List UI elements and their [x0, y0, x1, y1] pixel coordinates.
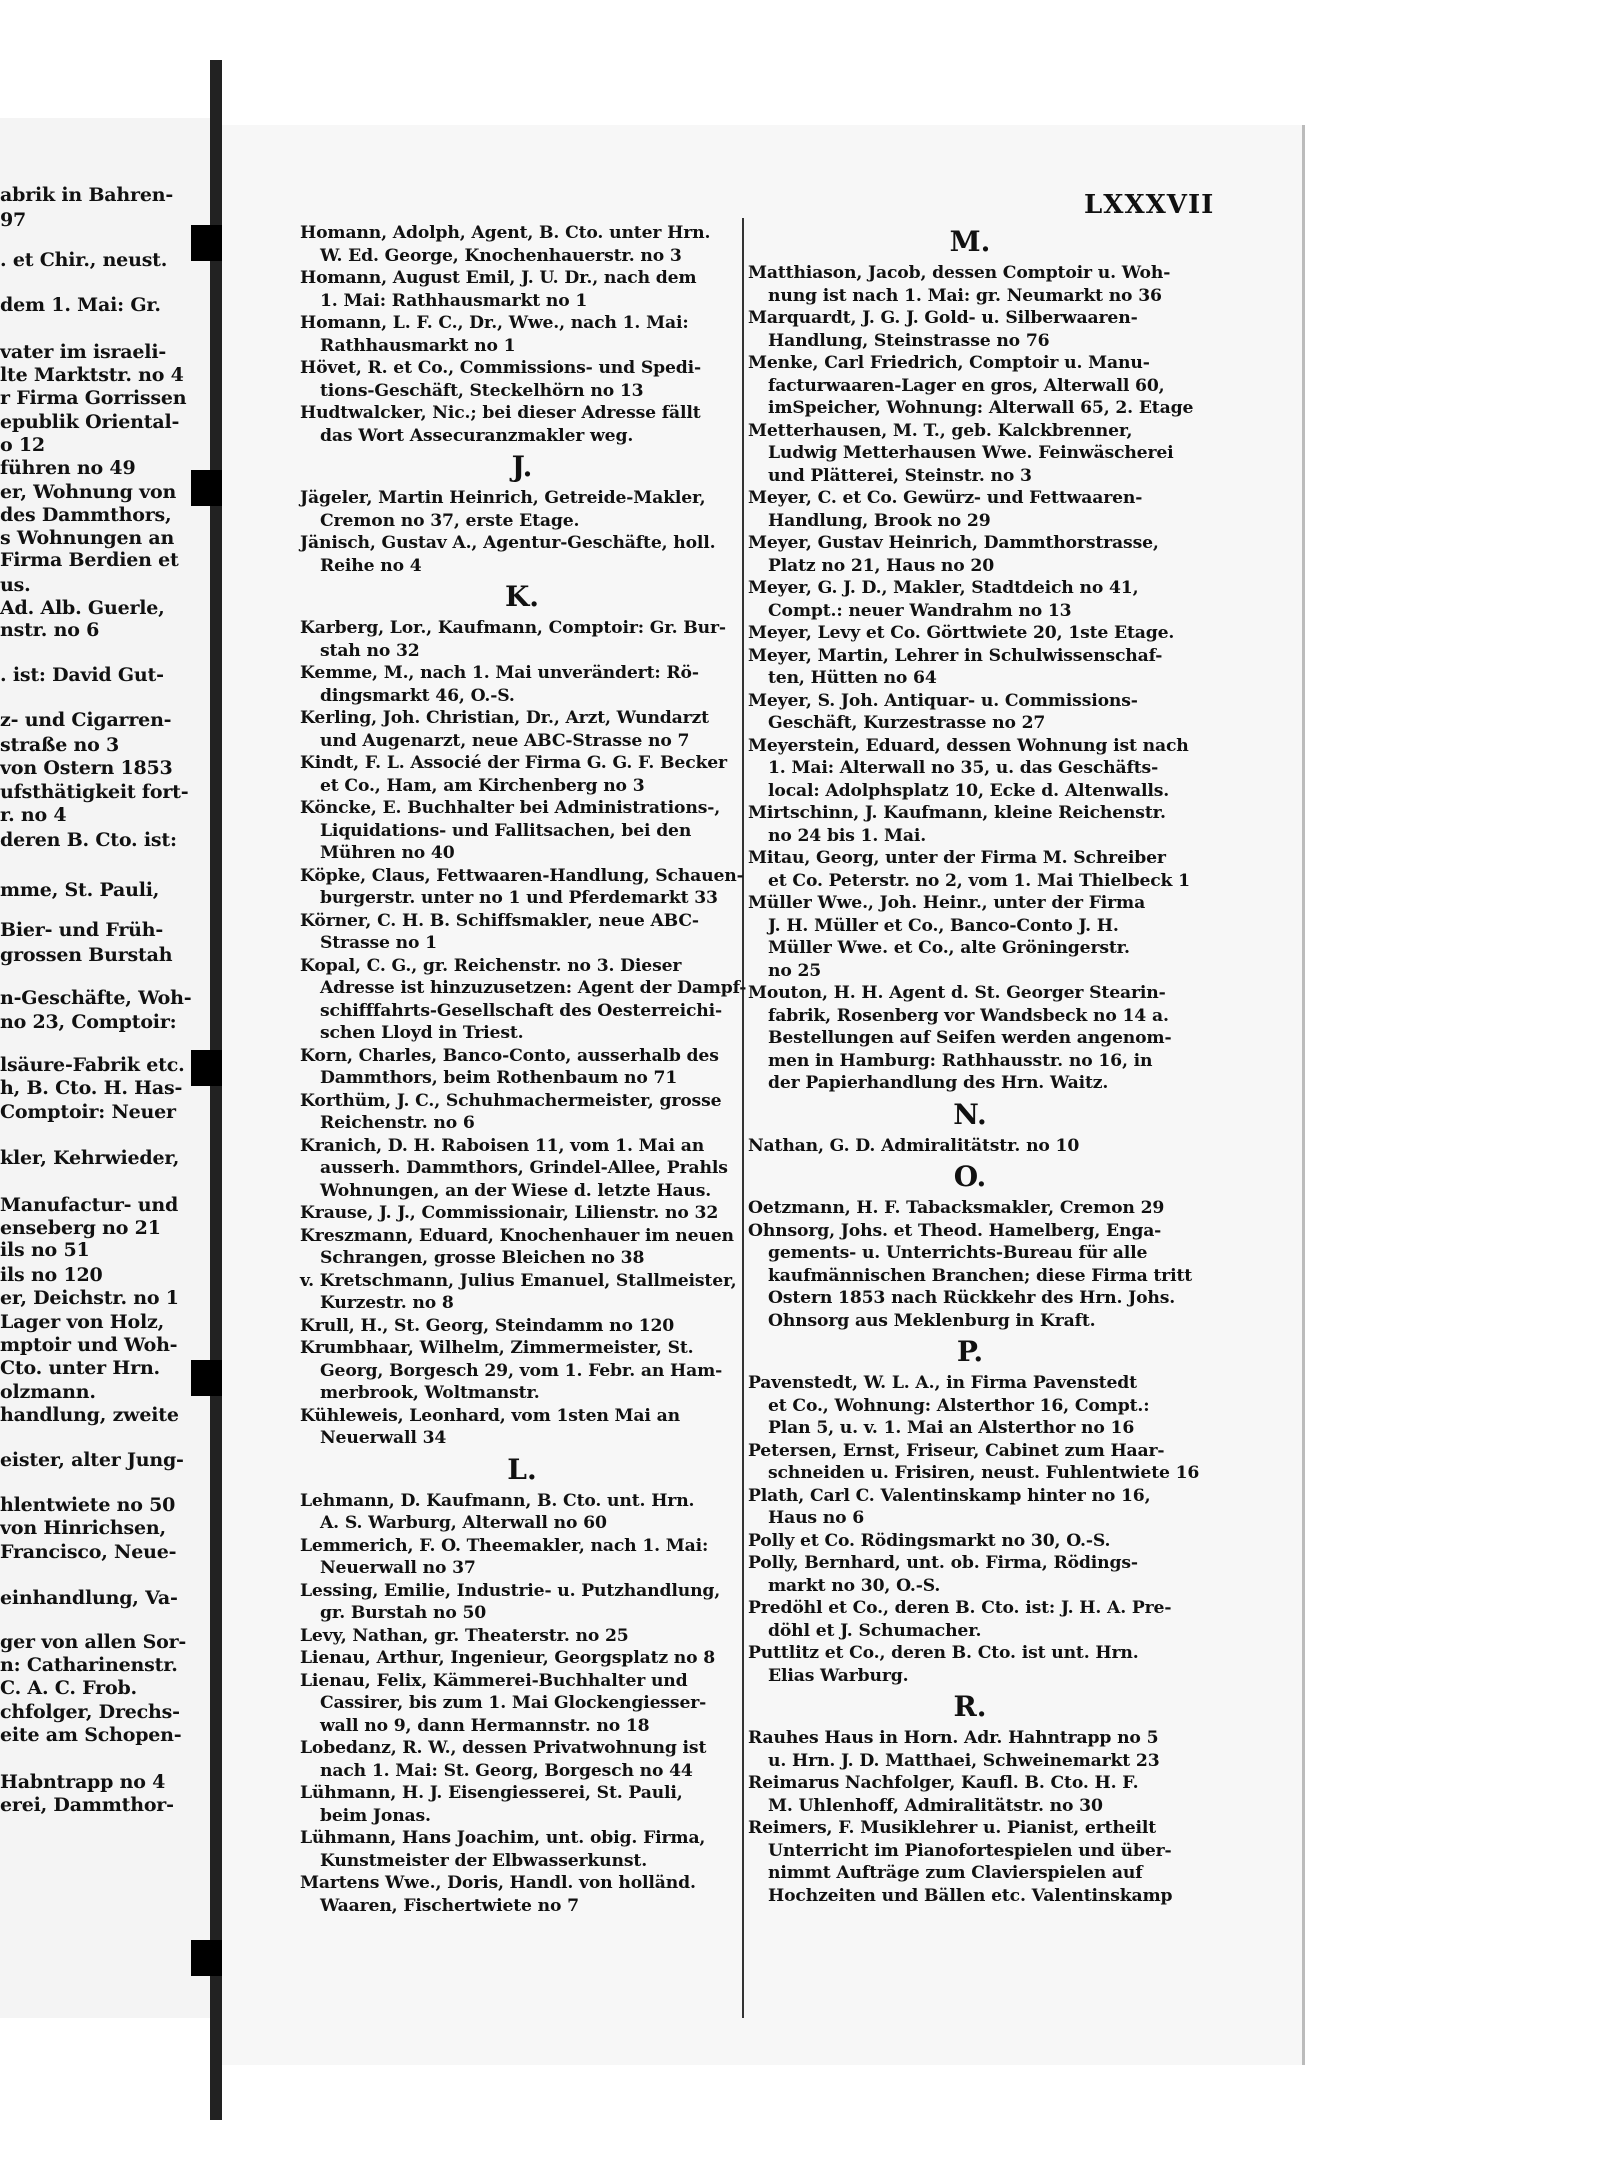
directory-entry: [748, 487, 1192, 532]
directory-entry: [748, 690, 1192, 735]
entry-name-line: Lühmann, H. J. Eisengiesserei, St. Pauli,: [300, 1783, 683, 1803]
entry-name-line: Mitau, Georg, unter der Firma M. Schreiber: [748, 848, 1166, 868]
entry-name-line: Polly et Co. Rödingsmarkt no 30, O.-S.: [748, 1530, 1111, 1551]
entry-continuation-line: Reichenstr. no 6: [320, 1113, 475, 1133]
entry-continuation-line: gr. Burstah no 50: [320, 1603, 487, 1623]
entry-continuation-line: facturwaaren-Lager en gros, Alterwall 60,: [768, 375, 1165, 396]
previous-page-line: r. no 4: [0, 804, 67, 826]
entry-name-line: Kindt, F. L. Associé der Firma G. G. F. Becker: [300, 753, 727, 773]
entry-continuation-line: nung ist nach 1. Mai: gr. Neumarkt no 36: [768, 285, 1162, 306]
entry-continuation-line: J. H. Müller et Co., Banco-Conto J. H.: [768, 915, 1119, 936]
entry-continuation-line: et Co., Wohnung: Alsterthor 16, Compt.:: [768, 1395, 1150, 1416]
previous-page-line: lsäure-Fabrik etc.: [0, 1054, 185, 1076]
previous-page-line: Cto. unter Hrn.: [0, 1357, 160, 1379]
entry-name-line: Matthiason, Jacob, dessen Comptoir u. Woh-: [748, 263, 1171, 283]
previous-page-line: von Hinrichsen,: [0, 1517, 166, 1539]
directory-entry: [748, 1135, 1192, 1158]
previous-page-strip: [0, 118, 210, 2018]
directory-entry: [300, 1872, 744, 1917]
previous-page-line: olzmann.: [0, 1381, 96, 1403]
entry-name-line: Köpke, Claus, Fettwaaren-Handlung, Schauen-: [300, 865, 744, 886]
right-column: [748, 222, 1200, 1907]
entry-name-line: Mouton, H. H. Agent d. St. Georger Stearin-: [748, 983, 1166, 1003]
entry-name-line: Lienau, Arthur, Ingenieur, Georgsplatz no 8: [300, 1648, 716, 1668]
previous-page-line: ils no 51: [0, 1239, 90, 1261]
entry-name-line: Rauhes Haus in Horn. Adr. Hahntrapp no 5: [748, 1728, 1159, 1748]
entry-name-line: Predöhl et Co., deren B. Cto. ist: J. H. A. Pre-: [748, 1598, 1172, 1618]
directory-entry: [748, 577, 1192, 622]
directory-entry: [300, 752, 744, 797]
entry-name-line: Karberg, Lor., Kaufmann, Comptoir: Gr. Bur-: [300, 618, 726, 638]
previous-page-line: einhandlung, Va-: [0, 1587, 178, 1609]
entry-name-line: Oetzmann, H. F. Tabacksmakler, Cremon 29: [748, 1198, 1165, 1218]
entry-name-line: Meyer, G. J. D., Makler, Stadtdeich no 41,: [748, 578, 1139, 598]
entry-continuation-line: 1. Mai: Rathhausmarkt no 1: [320, 290, 588, 311]
entry-continuation-line: Ohnsorg aus Meklenburg in Kraft.: [768, 1310, 1096, 1331]
directory-entry: [300, 487, 744, 532]
directory-entry: [300, 1490, 744, 1535]
entry-name-line: Kreszmann, Eduard, Knochenhauer im neuen: [300, 1225, 734, 1246]
entry-continuation-line: no 24 bis 1. Mai.: [768, 825, 927, 846]
entry-name-line: Jänisch, Gustav A., Agentur-Geschäfte, holl.: [300, 533, 716, 553]
entry-name-line: Meyer, C. et Co. Gewürz- und Fettwaaren-: [748, 488, 1143, 508]
entry-continuation-line: schneiden u. Frisiren, neust. Fuhlentwiete 16: [768, 1463, 1200, 1483]
previous-page-line: . et Chir., neust.: [0, 249, 168, 271]
directory-entry: [748, 1197, 1192, 1220]
entry-continuation-line: et Co., Ham, am Kirchenberg no 3: [320, 775, 645, 796]
entry-continuation-line: Adresse ist hinzuzusetzen: Agent der Dampf-: [320, 978, 747, 998]
previous-page-line: z- und Cigarren-: [0, 709, 172, 731]
entry-name-line: Mirtschinn, J. Kaufmann, kleine Reichenstr.: [748, 803, 1166, 823]
entry-continuation-line: das Wort Assecuranzmakler weg.: [320, 425, 634, 446]
entry-continuation-line: Hochzeiten und Bällen etc. Valentinskamp: [768, 1885, 1173, 1906]
previous-page-line: r Firma Gorrissen: [0, 387, 187, 409]
page-number: LXXXVII: [1084, 190, 1215, 220]
entry-continuation-line: Waaren, Fischertwiete no 7: [320, 1895, 579, 1916]
entry-name-line: Meyer, Martin, Lehrer in Schulwissenschaf-: [748, 645, 1163, 666]
previous-page-line: eite am Schopen-: [0, 1724, 182, 1746]
section-letter: R.: [953, 1690, 987, 1723]
directory-entry: [748, 1530, 1192, 1553]
directory-entry: [748, 802, 1192, 847]
entry-continuation-line: Strasse no 1: [320, 933, 437, 953]
directory-entry: [300, 1225, 744, 1270]
directory-entry: [748, 622, 1192, 645]
entry-name-line: Meyer, Gustav Heinrich, Dammthorstrasse,: [748, 533, 1159, 553]
entry-continuation-line: et Co. Peterstr. no 2, vom 1. Mai Thielbeck 1: [768, 870, 1190, 891]
entry-name-line: Nathan, G. D. Admiralitätstr. no 10: [748, 1135, 1080, 1156]
entry-continuation-line: Reihe no 4: [320, 555, 422, 576]
entry-continuation-line: schifffahrts-Gesellschaft des Oesterreichi-: [320, 1000, 722, 1021]
directory-entry: [300, 402, 744, 447]
previous-page-line: mptoir und Woh-: [0, 1334, 178, 1356]
entry-continuation-line: Ostern 1853 nach Rückkehr des Hrn. Johs.: [768, 1288, 1176, 1308]
entry-name-line: Lobedanz, R. W., dessen Privatwohnung ist: [300, 1738, 707, 1758]
directory-entry: [300, 797, 744, 865]
entry-name-line: Meyer, Levy et Co. Görttwiete 20, 1ste Etage.: [748, 623, 1175, 643]
entry-continuation-line: beim Jonas.: [320, 1805, 431, 1826]
entry-name-line: Marquardt, J. G. J. Gold- u. Silberwaaren-: [748, 308, 1138, 328]
entry-continuation-line: Compt.: neuer Wandrahm no 13: [768, 600, 1072, 621]
directory-entry: [748, 1372, 1192, 1440]
previous-page-line: lte Marktstr. no 4: [0, 364, 184, 386]
entry-name-line: Homann, Adolph, Agent, B. Cto. unter Hrn.: [300, 223, 711, 243]
directory-entry: [748, 1642, 1192, 1687]
entry-continuation-line: fabrik, Rosenberg vor Wandsbeck no 14 a.: [768, 1005, 1169, 1026]
entry-continuation-line: Wohnungen, an der Wiese d. letzte Haus.: [320, 1180, 712, 1201]
entry-name-line: Menke, Carl Friedrich, Comptoir u. Manu-: [748, 353, 1150, 373]
directory-entry: [300, 1202, 744, 1225]
entry-name-line: v. Kretschmann, Julius Emanuel, Stallmeister,: [300, 1270, 737, 1291]
previous-page-line: no 23, Comptoir:: [0, 1011, 177, 1033]
entry-name-line: Reimers, F. Musiklehrer u. Pianist, ertheilt: [748, 1818, 1157, 1838]
entry-continuation-line: Kurzestr. no 8: [320, 1293, 454, 1313]
directory-entry: [748, 847, 1192, 892]
entry-continuation-line: Mühren no 40: [320, 843, 455, 863]
entry-continuation-line: döhl et J. Schumacher.: [768, 1620, 982, 1641]
directory-entry: [300, 1580, 744, 1625]
directory-entry: [300, 532, 744, 577]
entry-continuation-line: Ludwig Metterhausen Wwe. Feinwäscherei: [768, 443, 1174, 463]
directory-entry: [300, 617, 744, 662]
entry-name-line: Kemme, M., nach 1. Mai unverändert: Rö-: [300, 663, 699, 683]
directory-entry: [300, 1045, 744, 1090]
directory-entry: [300, 1270, 744, 1315]
previous-page-line: C. A. C. Frob.: [0, 1677, 137, 1699]
entry-continuation-line: und Plätterei, Steinstr. no 3: [768, 465, 1032, 486]
entry-continuation-line: wall no 9, dann Hermannstr. no 18: [320, 1715, 650, 1736]
entry-continuation-line: der Papierhandlung des Hrn. Waitz.: [768, 1073, 1109, 1093]
entry-name-line: Ohnsorg, Johs. et Theod. Hamelberg, Enga-: [748, 1220, 1162, 1241]
entry-name-line: Lienau, Felix, Kämmerei-Buchhalter und: [300, 1670, 688, 1691]
entry-name-line: Korn, Charles, Banco-Conto, ausserhalb des: [300, 1045, 719, 1066]
entry-name-line: Martens Wwe., Doris, Handl. von holländ.: [300, 1873, 696, 1893]
entry-continuation-line: nimmt Aufträge zum Clavierspielen auf: [768, 1863, 1143, 1883]
directory-entry: [300, 955, 747, 1045]
previous-page-line: . ist: David Gut-: [0, 664, 164, 686]
entry-continuation-line: Platz no 21, Haus no 20: [768, 555, 995, 576]
entry-continuation-line: Dammthors, beim Rothenbaum no 71: [320, 1068, 678, 1088]
directory-entry: [748, 1485, 1192, 1530]
entry-continuation-line: burgerstr. unter no 1 und Pferdemarkt 33: [320, 888, 718, 908]
previous-page-line: enseberg no 21: [0, 1217, 161, 1239]
directory-entry: [748, 645, 1192, 690]
previous-page-line: führen no 49: [0, 457, 136, 479]
directory-entry: [748, 352, 1192, 420]
directory-entry: [300, 1337, 744, 1405]
previous-page-line: ger von allen Sor-: [0, 1631, 187, 1653]
entry-name-line: Korthüm, J. C., Schuhmachermeister, grosse: [300, 1090, 722, 1111]
entry-name-line: Metterhausen, M. T., geb. Kalckbrenner,: [748, 420, 1133, 441]
entry-continuation-line: markt no 30, O.-S.: [768, 1575, 941, 1596]
entry-name-line: Kranich, D. H. Raboisen 11, vom 1. Mai an: [300, 1135, 705, 1156]
entry-continuation-line: Plan 5, u. v. 1. Mai an Alsterthor no 16: [768, 1418, 1135, 1438]
section-letter: O.: [953, 1160, 987, 1193]
previous-page-line: Firma Berdien et: [0, 549, 179, 571]
entry-continuation-line: stah no 32: [320, 640, 420, 661]
directory-entry: [300, 1670, 744, 1738]
entry-name-line: Homann, August Emil, J. U. Dr., nach dem: [300, 268, 697, 288]
previous-page-line: chfolger, Drechs-: [0, 1701, 180, 1723]
directory-entry: [748, 1727, 1192, 1772]
entry-name-line: Puttlitz et Co., deren B. Cto. ist unt. Hrn.: [748, 1643, 1139, 1663]
entry-name-line: Hövet, R. et Co., Commissions- und Spedi-: [300, 358, 702, 378]
entry-name-line: Meyerstein, Eduard, dessen Wohnung ist nach: [748, 735, 1189, 756]
previous-page-line: dem 1. Mai: Gr.: [0, 294, 161, 316]
entry-name-line: Kühleweis, Leonhard, vom 1sten Mai an: [300, 1405, 680, 1426]
entry-continuation-line: Liquidations- und Fallitsachen, bei den: [320, 820, 692, 841]
entry-continuation-line: men in Hamburg: Rathhausstr. no 16, in: [768, 1050, 1153, 1071]
entry-continuation-line: Unterricht im Pianofortespielen und über-: [768, 1840, 1172, 1861]
entry-name-line: Lessing, Emilie, Industrie- u. Putzhandlung,: [300, 1580, 721, 1601]
entry-name-line: Krumbhaar, Wilhelm, Zimmermeister, St.: [300, 1338, 694, 1358]
entry-continuation-line: Handlung, Brook no 29: [768, 510, 991, 531]
section-letter: L.: [507, 1452, 537, 1486]
directory-entry: [300, 1827, 744, 1872]
entry-name-line: Lühmann, Hans Joachim, unt. obig. Firma,: [300, 1828, 706, 1848]
entry-continuation-line: Haus no 6: [768, 1508, 865, 1528]
entry-name-line: Polly, Bernhard, unt. ob. Firma, Rödings-: [748, 1553, 1138, 1573]
entry-name-line: Homann, L. F. C., Dr., Wwe., nach 1. Mai:: [300, 313, 689, 333]
directory-entry: [300, 1535, 744, 1580]
previous-page-line: hlentwiete no 50: [0, 1494, 176, 1516]
entry-continuation-line: Müller Wwe. et Co., alte Gröningerstr.: [768, 938, 1130, 958]
previous-page-line: erei, Dammthor-: [0, 1794, 174, 1816]
entry-continuation-line: Geschäft, Kurzestrasse no 27: [768, 713, 1046, 733]
entry-continuation-line: Neuerwall no 37: [320, 1558, 476, 1578]
entry-continuation-line: nach 1. Mai: St. Georg, Borgesch no 44: [320, 1760, 693, 1781]
previous-page-line: von Ostern 1853: [0, 757, 173, 779]
previous-page-line: nstr. no 6: [0, 619, 100, 641]
entry-name-line: Körner, C. H. B. Schiffsmakler, neue ABC-: [300, 910, 699, 931]
previous-page-line: o 12: [0, 434, 45, 456]
directory-entry: [300, 910, 744, 955]
directory-entry: [300, 1782, 744, 1827]
directory-entry: [300, 1737, 744, 1782]
entry-continuation-line: 1. Mai: Alterwall no 35, u. das Geschäfts-: [768, 758, 1159, 778]
previous-page-line: Ad. Alb. Guerle,: [0, 597, 165, 619]
previous-page-line: des Dammthors,: [0, 504, 172, 526]
entry-continuation-line: Schrangen, grosse Bleichen no 38: [320, 1248, 645, 1268]
directory-entry: [748, 307, 1192, 352]
entry-name-line: Krull, H., St. Georg, Steindamm no 120: [300, 1315, 675, 1336]
entry-continuation-line: dingsmarkt 46, O.-S.: [320, 685, 515, 706]
previous-page-line: er, Deichstr. no 1: [0, 1287, 179, 1309]
directory-entry: [748, 1220, 1192, 1333]
entry-continuation-line: schen Lloyd in Triest.: [320, 1023, 524, 1043]
entry-name-line: Pavenstedt, W. L. A., in Firma Pavenstedt: [748, 1373, 1137, 1393]
entry-name-line: Müller Wwe., Joh. Heinr., unter der Firma: [748, 893, 1146, 913]
directory-entry: [748, 1440, 1200, 1485]
entry-continuation-line: M. Uhlenhoff, Admiralitätstr. no 30: [768, 1795, 1103, 1816]
entry-name-line: Krause, J. J., Commissionair, Lilienstr. no 32: [300, 1203, 719, 1223]
directory-entry: [748, 420, 1192, 488]
entry-continuation-line: Handlung, Steinstrasse no 76: [768, 330, 1050, 351]
previous-page-line: epublik Oriental-: [0, 411, 180, 433]
entry-continuation-line: Elias Warburg.: [768, 1665, 909, 1686]
entry-continuation-line: Cassirer, bis zum 1. Mai Glockengiesser-: [320, 1693, 707, 1713]
entry-continuation-line: Kunstmeister der Elbwasserkunst.: [320, 1850, 648, 1871]
previous-page-line: deren B. Cto. ist:: [0, 829, 177, 851]
section-letter: J.: [511, 450, 533, 483]
entry-name-line: Levy, Nathan, gr. Theaterstr. no 25: [300, 1625, 629, 1646]
entry-continuation-line: Bestellungen auf Seifen werden angenom-: [768, 1028, 1172, 1048]
entry-continuation-line: imSpeicher, Wohnung: Alterwall 65, 2. Etage: [768, 398, 1194, 418]
previous-page-line: grossen Burstah: [0, 944, 173, 966]
entry-continuation-line: und Augenarzt, neue ABC-Strasse no 7: [320, 730, 690, 751]
previous-page-line: vater im israeli-: [0, 341, 167, 363]
previous-page-line: eister, alter Jung-: [0, 1449, 184, 1471]
entry-continuation-line: W. Ed. George, Knochenhauerstr. no 3: [320, 245, 682, 266]
directory-entry: [300, 707, 744, 752]
directory-entry: [748, 735, 1192, 803]
directory-entry: [748, 892, 1192, 982]
previous-page-line: Lager von Holz,: [0, 1311, 165, 1333]
directory-entry: [300, 1405, 744, 1450]
previous-page-line: ufsthätigkeit fort-: [0, 781, 189, 803]
directory-entry: [748, 1597, 1192, 1642]
entry-name-line: Plath, Carl C. Valentinskamp hinter no 16,: [748, 1485, 1151, 1506]
entry-name-line: Köncke, E. Buchhalter bei Administrations-,: [300, 798, 721, 818]
previous-page-line: h, B. Cto. H. Has-: [0, 1077, 183, 1099]
previous-page-line: Manufactur- und: [0, 1194, 179, 1216]
entry-continuation-line: ausserh. Dammthors, Grindel-Allee, Prahls: [320, 1158, 728, 1178]
entry-name-line: Kopal, C. G., gr. Reichenstr. no 3. Dieser: [300, 955, 682, 976]
entry-name-line: Kerling, Joh. Christian, Dr., Arzt, Wundarzt: [300, 708, 709, 728]
section-letter: N.: [953, 1097, 987, 1131]
entry-continuation-line: A. S. Warburg, Alterwall no 60: [320, 1513, 607, 1533]
previous-page-line: s Wohnungen an: [0, 527, 175, 549]
directory-entry: [300, 267, 744, 312]
entry-continuation-line: Georg, Borgesch 29, vom 1. Febr. an Ham-: [320, 1360, 723, 1381]
previous-page-line: straße no 3: [0, 734, 120, 756]
entry-continuation-line: gements- u. Unterrichts-Bureau für alle: [768, 1243, 1148, 1263]
previous-page-line: er, Wohnung von: [0, 481, 177, 503]
entry-continuation-line: no 25: [768, 960, 822, 981]
entry-name-line: Jägeler, Martin Heinrich, Getreide-Makler,: [300, 488, 706, 508]
entry-continuation-line: ten, Hütten no 64: [768, 668, 937, 688]
left-column: [300, 222, 747, 1917]
entry-continuation-line: u. Hrn. J. D. Matthaei, Schweinemarkt 23: [768, 1750, 1160, 1771]
section-letter: M.: [949, 225, 991, 258]
previous-page-line: Bier- und Früh-: [0, 919, 164, 941]
previous-page-line: mme, St. Pauli,: [0, 879, 160, 901]
previous-page-line: Comptoir: Neuer: [0, 1101, 176, 1123]
directory-entry: [300, 357, 744, 402]
previous-page-line: abrik in Bahren-: [0, 184, 174, 206]
directory-entry: [300, 1315, 744, 1338]
previous-page-line: ils no 120: [0, 1264, 103, 1286]
entry-continuation-line: local: Adolphsplatz 10, Ecke d. Altenwalls.: [768, 780, 1170, 801]
entry-name-line: Reimarus Nachfolger, Kaufl. B. Cto. H. F.: [748, 1773, 1139, 1793]
entry-name-line: Hudtwalcker, Nic.; bei dieser Adresse fällt: [300, 403, 701, 423]
previous-page-line: Habntrapp no 4: [0, 1771, 166, 1793]
previous-page-line: kler, Kehrwieder,: [0, 1147, 180, 1169]
previous-page-line: n-Geschäfte, Woh-: [0, 987, 192, 1009]
entry-continuation-line: Cremon no 37, erste Etage.: [320, 510, 580, 531]
directory-entry: [748, 1772, 1192, 1817]
entry-name-line: Petersen, Ernst, Friseur, Cabinet zum Haar-: [748, 1440, 1165, 1461]
section-letter: P.: [956, 1335, 984, 1368]
directory-entry: [748, 982, 1192, 1095]
previous-page-line: us.: [0, 574, 31, 596]
directory-entry: [748, 1552, 1192, 1597]
entry-continuation-line: Rathhausmarkt no 1: [320, 335, 516, 356]
directory-entry: [748, 262, 1192, 307]
directory-entry: [300, 1090, 744, 1135]
previous-page-line: n: Catharinenstr.: [0, 1654, 178, 1676]
directory-entry: [300, 1647, 744, 1670]
entry-continuation-line: Neuerwall 34: [320, 1428, 447, 1448]
binding-gutter: [210, 60, 222, 2120]
directory-entry: [748, 532, 1192, 577]
entry-name-line: Meyer, S. Joh. Antiquar- u. Commissions-: [748, 690, 1138, 711]
entry-continuation-line: merbrook, Woltmanstr.: [320, 1383, 540, 1403]
directory-entry: [300, 312, 744, 357]
directory-entry: [300, 222, 744, 267]
directory-entry: [300, 662, 744, 707]
directory-entry: [748, 1817, 1192, 1907]
entry-name-line: Lemmerich, F. O. Theemakler, nach 1. Mai:: [300, 1535, 709, 1556]
entry-name-line: Lehmann, D. Kaufmann, B. Cto. unt. Hrn.: [300, 1490, 695, 1511]
entry-continuation-line: kaufmännischen Branchen; diese Firma tritt: [768, 1265, 1193, 1286]
directory-entry: [300, 865, 744, 910]
entry-continuation-line: tions-Geschäft, Steckelhörn no 13: [320, 380, 644, 401]
directory-entry: [300, 1135, 744, 1203]
section-letter: K.: [504, 580, 540, 613]
previous-page-line: handlung, zweite: [0, 1404, 179, 1426]
directory-entry: [300, 1625, 744, 1648]
previous-page-line: 97: [0, 209, 27, 231]
previous-page-line: Francisco, Neue-: [0, 1541, 177, 1563]
